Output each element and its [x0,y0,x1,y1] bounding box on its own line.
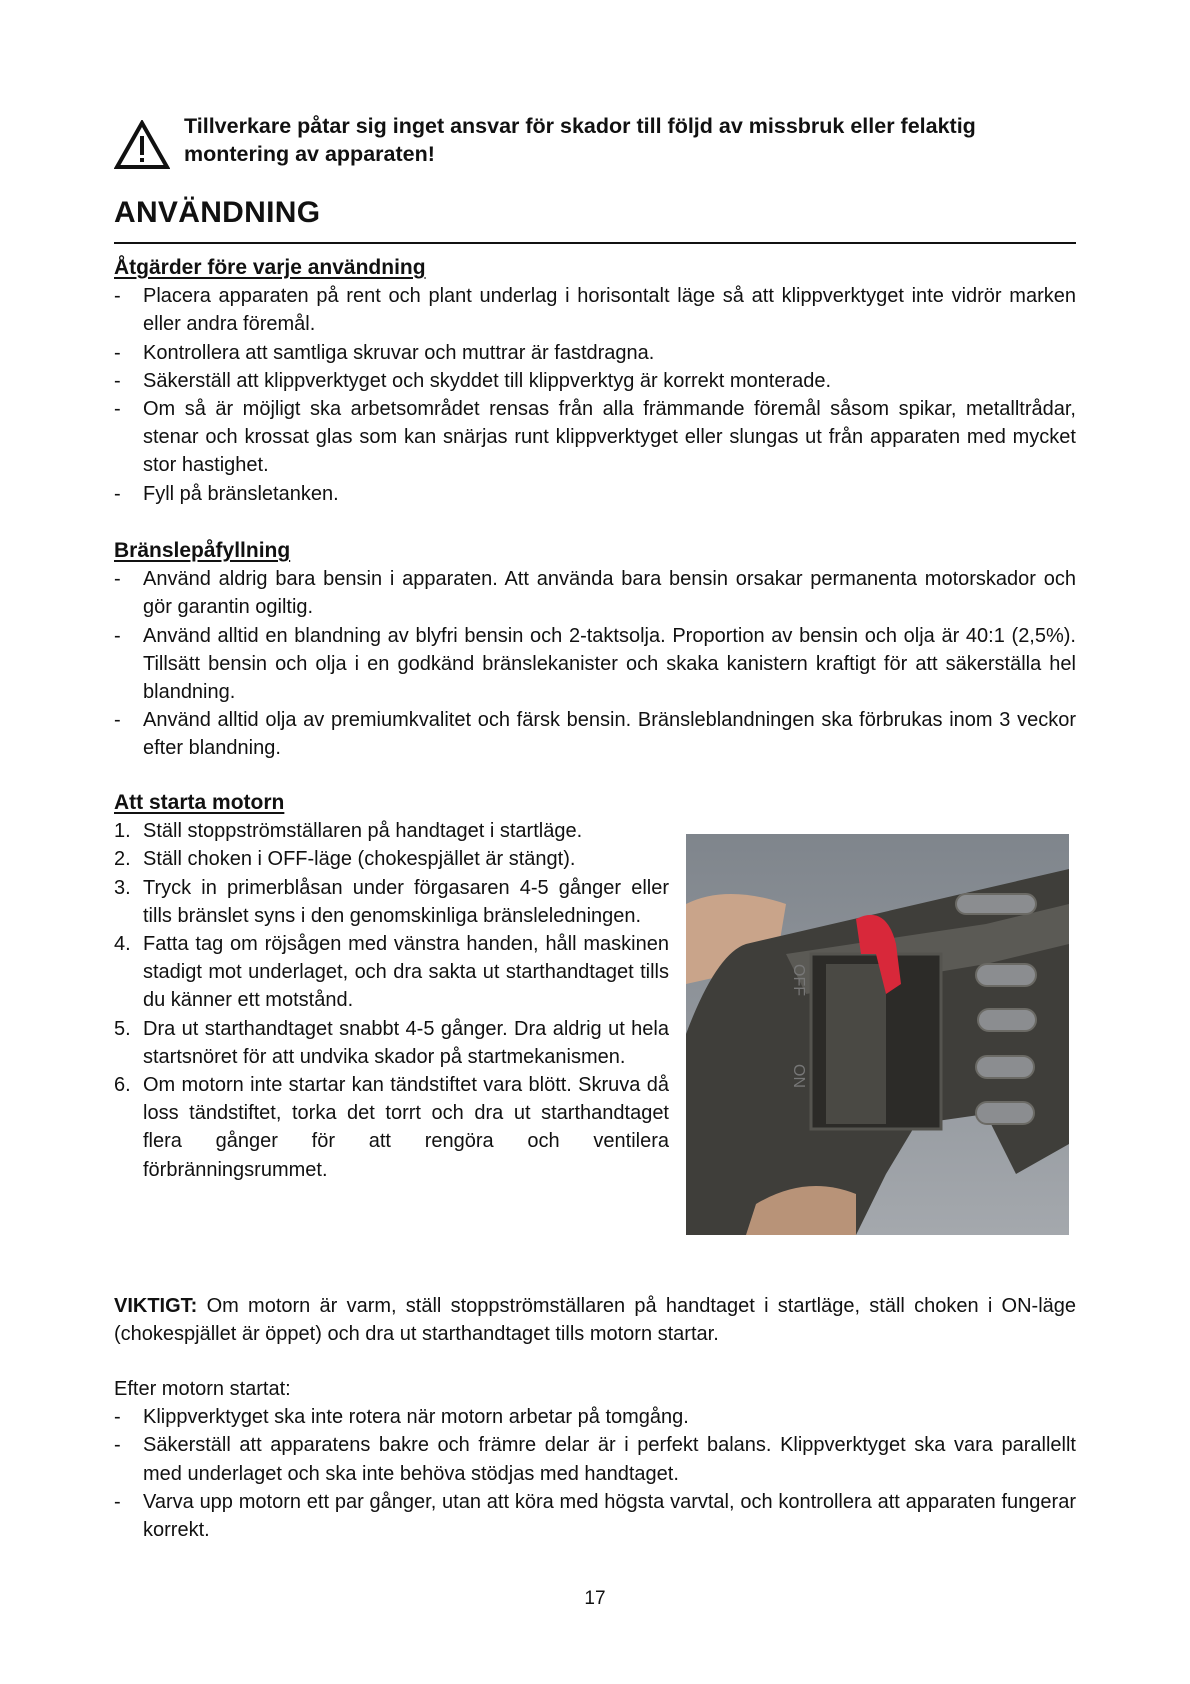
list-item: 6. Om motorn inte startar kan tändstiftet vara blött. Skruva då loss tändstiftet, torka det torrt och dra ut starthandtaget flera gånger för att rengöra och ventilera förbränningsrummet. [114,1074,669,1181]
item-text: Använd alltid en blandning av blyfri bensin och 2-taktsolja. Proportion av bensin och olja är 40:1 (2,5%). Tillsätt bensin och olja i en godkänd bränslekanister och skaka kanistern kraftigt för att säkerställa hel blandning. [143,624,1076,704]
item-text: Om så är möjligt ska arbetsområdet rensas från alla främmande föremål såsom spikar, metalltrådar, stenar och krossat glas som kan snärjas runt klippverktyget eller slungas ut från apparaten med mycket stor hastighet. [143,398,1076,477]
choke-switch-photo [686,834,1069,1235]
important-text: Om motorn är varm, ställ stoppströmställaren på handtaget i startläge, ställ choken i ON-läge (chokespjället är öppet) och dra ut starthandtaget tills motorn startar. [114,1295,1076,1346]
item-text: Ställ choken i OFF-läge (chokespjället är stängt). [143,848,576,871]
item-text: Placera apparaten på rent och plant underlag i horisontalt läge så att klippverktyget inte vidrör marken eller andra föremål. [143,285,1076,336]
list-item: - Fyll på bränsletanken. [114,482,339,505]
list-item: - Använd aldrig bara bensin i apparaten. Att använda bara bensin orsakar permanenta motorskador och gör garantin ogiltig. [114,568,1076,619]
item-text: Tryck in primerblåsan under förgasaren 4-5 gånger eller tills bränslet syns i den genomskinliga bränsleledningen. [143,876,669,927]
list-item: - Placera apparaten på rent och plant underlag i horisontalt läge så att klippverktyget inte vidrör marken eller andra föremål. [114,285,1076,336]
list-item: - Säkerställ att klippverktyget och skyddet till klippverktyg är korrekt monterade. [114,369,832,392]
item-text: Fyll på bränsletanken. [143,482,339,505]
list-item: 5. Dra ut starthandtaget snabbt 4-5 gånger. Dra aldrig ut hela startsnöret för att undvika skador på startmekanismen. [114,1017,669,1068]
warning-triangle-icon [114,120,170,170]
section-start-engine [114,789,669,1184]
item-text: Säkerställ att apparatens bakre och främre delar är i perfekt balans. Klippverktyget ska vara parallellt med underlaget och ska inte behöva stödjas med handtaget. [143,1434,1076,1485]
list-item: 1. Ställ stoppströmställaren på handtaget i startläge. [114,820,583,843]
list-item: - Säkerställ att apparatens bakre och främre delar är i perfekt balans. Klippverktyget ska vara parallellt med underlaget och ska inte behöva stödjas med handtaget. [114,1434,1076,1485]
photo-label-on: ON [790,1064,807,1088]
list-item: - Om så är möjligt ska arbetsområdet rensas från alla främmande föremål såsom spikar, metalltrådar, stenar och krossat glas som kan snärjas runt klippverktyget eller slungas ut från apparaten med mycket stor hastighet. [114,398,1076,477]
list-item: - Använd alltid olja av premiumkvalitet och färsk bensin. Bränsleblandningen ska förbrukas inom 3 veckor efter blandning. [114,709,1076,760]
item-text: Kontrollera att samtliga skruvar och muttrar är fastdragna. [143,341,655,364]
item-text: Dra ut starthandtaget snabbt 4-5 gånger. Dra aldrig ut hela startsnöret för att undvika skador på startmekanismen. [143,1017,669,1068]
warning-notice [114,112,1076,182]
item-text: Använd aldrig bara bensin i apparaten. Att använda bara bensin orsakar permanenta motorskador och gör garantin ogiltig. [143,568,1076,619]
list-item: - Kontrollera att samtliga skruvar och muttrar är fastdragna. [114,341,655,364]
page-title: ANVÄNDNING [114,196,321,229]
list-item: 3. Tryck in primerblåsan under förgasaren 4-5 gånger eller tills bränslet syns i den genomskinliga bränsleledningen. [114,876,669,927]
section-heading: Bränslepåfyllning [114,539,291,562]
list-item: 4. Fatta tag om röjsågen med vänstra handen, håll maskinen stadigt mot underlaget, och dra sakta ut starthandtaget tills du känner ett motstånd. [114,933,669,1012]
item-text: Klippverktyget ska inte rotera när motorn arbetar på tomgång. [143,1406,689,1429]
photo-label-off: OFF [790,964,807,996]
page-number: 17 [584,1588,606,1609]
list-item: - Använd alltid en blandning av blyfri bensin och 2-taktsolja. Proportion av bensin och olja är 40:1 (2,5%). Tillsätt bensin och olja i en godkänd bränslekanister och skaka kanistern kraftigt för att säkerställa hel blandning. [114,624,1076,704]
section-after-start [114,1375,1076,1544]
important-label: VIKTIGT: [114,1295,198,1317]
item-text: Ställ stoppströmställaren på handtaget i startläge. [143,820,583,843]
section-refuel [114,537,1076,763]
after-intro: Efter motorn startat: [114,1378,291,1400]
item-text: Använd alltid olja av premiumkvalitet och färsk bensin. Bränsleblandningen ska förbrukas inom 3 veckor efter blandning. [143,709,1076,760]
warning-text: Tillverkare påtar sig inget ansvar för skador till följd av missbruk eller felaktig montering av apparaten! [184,114,976,166]
item-text: Fatta tag om röjsågen med vänstra handen, håll maskinen stadigt mot underlaget, och dra sakta ut starthandtaget tills du känner ett motstånd. [143,933,669,1012]
list-item: - Varva upp motorn ett par gånger, utan att köra med högsta varvtal, och kontrollera att apparaten fungerar korrekt. [114,1490,1076,1542]
important-note [114,1292,1076,1348]
item-text: Varva upp motorn ett par gånger, utan att köra med högsta varvtal, och kontrollera att apparaten fungerar korrekt. [143,1490,1076,1542]
list-item: - Klippverktyget ska inte rotera när motorn arbetar på tomgång. [114,1406,689,1429]
title-divider [114,242,1076,244]
list-item: 2. Ställ choken i OFF-läge (chokespjället är stängt). [114,848,576,871]
section-before-use [114,254,1076,508]
section-heading: Åtgärder före varje användning [114,256,426,279]
item-text: Om motorn inte startar kan tändstiftet vara blött. Skruva då loss tändstiftet, torka det torrt och dra ut starthandtaget flera gånger för att rengöra och ventilera förbränningsrummet. [143,1074,669,1181]
item-text: Säkerställ att klippverktyget och skyddet till klippverktyg är korrekt monterade. [143,369,832,392]
section-heading: Att starta motorn [114,791,285,814]
